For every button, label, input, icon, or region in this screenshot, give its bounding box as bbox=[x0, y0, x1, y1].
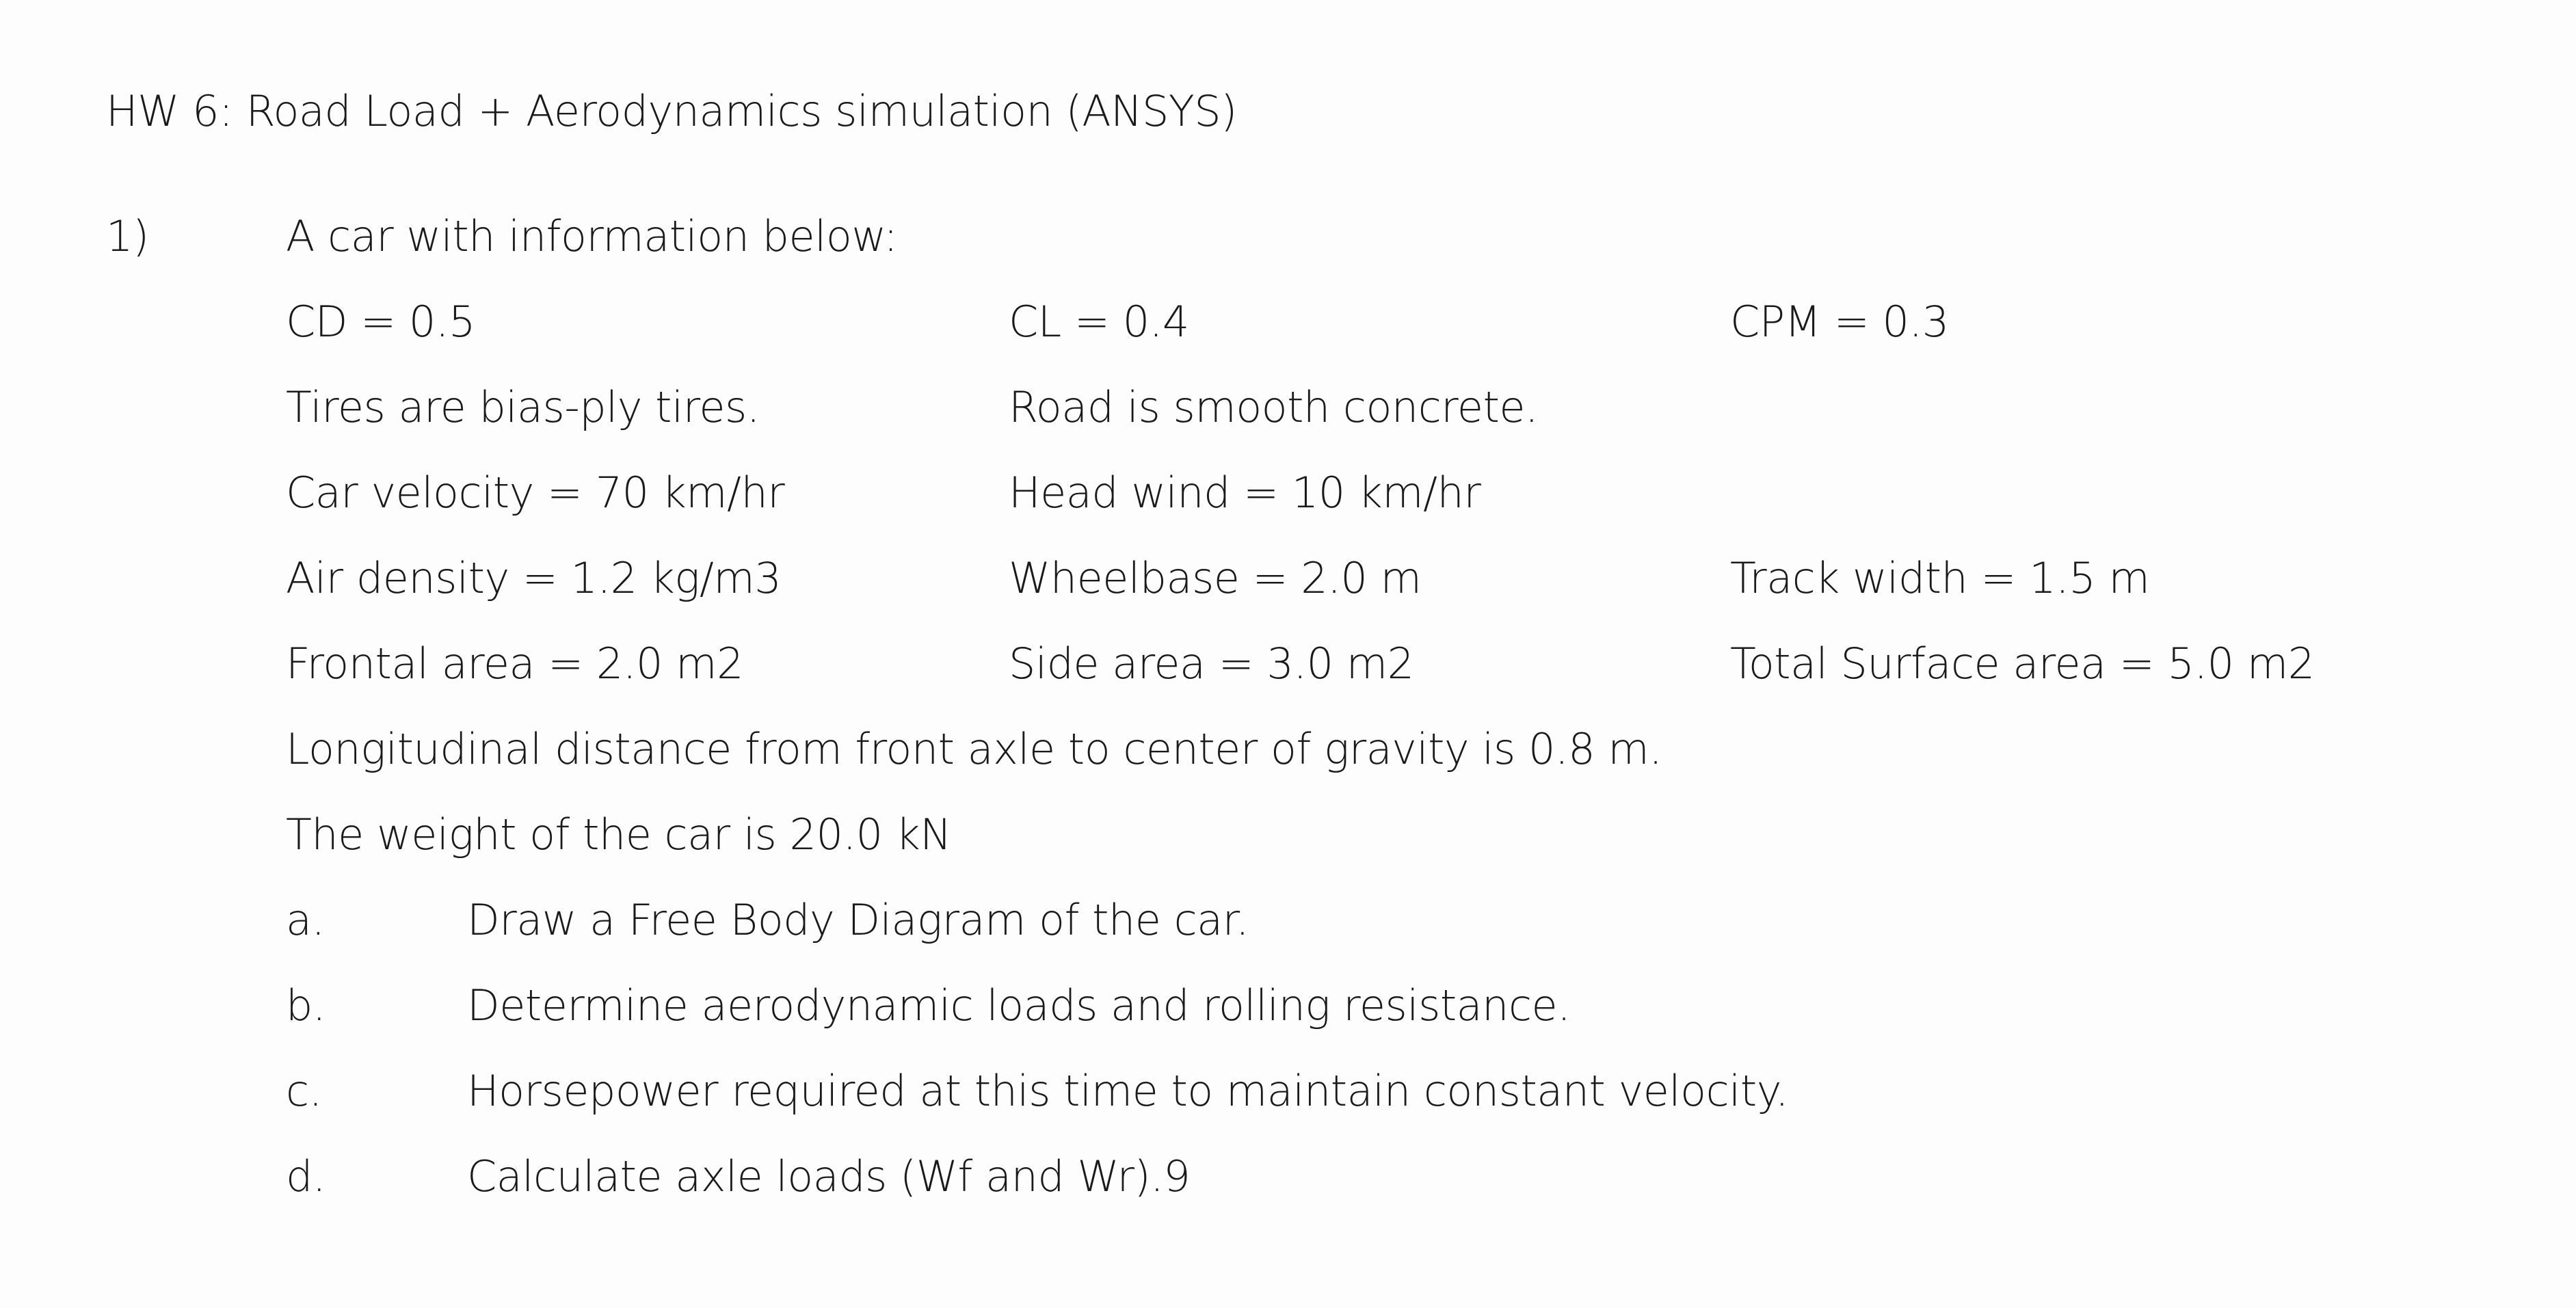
cg-distance: Longitudinal distance from front axle to center of gravity is 0.8 m. bbox=[286, 724, 1662, 774]
wheelbase: Wheelbase = 2.0 m bbox=[1009, 553, 1422, 603]
pitching-moment-coefficient: CPM = 0.3 bbox=[1730, 297, 1949, 347]
car-velocity: Car velocity = 70 km/hr bbox=[286, 468, 785, 518]
total-surface-area: Total Surface area = 5.0 m2 bbox=[1730, 639, 2315, 689]
head-wind: Head wind = 10 km/hr bbox=[1009, 468, 1481, 518]
subquestion-b-letter: b. bbox=[286, 980, 326, 1030]
question-intro: A car with information below: bbox=[286, 211, 898, 261]
car-weight: The weight of the car is 20.0 kN bbox=[286, 810, 952, 859]
question-number: 1) bbox=[106, 211, 149, 261]
subquestion-a-letter: a. bbox=[286, 895, 325, 945]
frontal-area: Frontal area = 2.0 m2 bbox=[286, 639, 744, 689]
subquestion-a-text: Draw a Free Body Diagram of the car. bbox=[467, 895, 1249, 945]
subquestion-c-text: Horsepower required at this time to maintain constant velocity. bbox=[467, 1066, 1789, 1116]
subquestion-b-text: Determine aerodynamic loads and rolling resistance. bbox=[467, 980, 1571, 1030]
air-density: Air density = 1.2 kg/m3 bbox=[286, 553, 782, 603]
subquestion-d-letter: d. bbox=[286, 1151, 326, 1201]
document-title: HW 6: Road Load + Aerodynamics simulation (ANSYS) bbox=[106, 86, 1237, 136]
track-width: Track width = 1.5 m bbox=[1730, 553, 2150, 603]
subquestion-c-letter: c. bbox=[286, 1066, 322, 1116]
road-surface: Road is smooth concrete. bbox=[1009, 382, 1539, 432]
subquestion-d-text: Calculate axle loads (Wf and Wr).9 bbox=[467, 1151, 1191, 1201]
tire-type: Tires are bias-ply tires. bbox=[286, 382, 760, 432]
side-area: Side area = 3.0 m2 bbox=[1009, 639, 1414, 689]
lift-coefficient: CL = 0.4 bbox=[1009, 297, 1189, 347]
drag-coefficient: CD = 0.5 bbox=[286, 297, 475, 347]
